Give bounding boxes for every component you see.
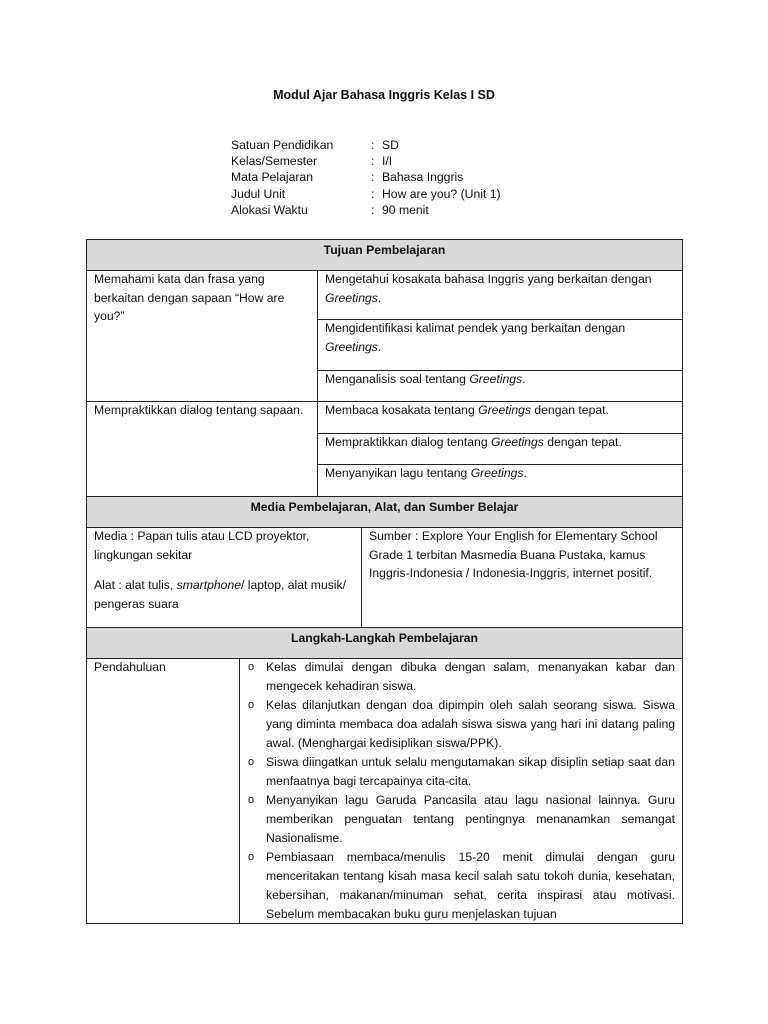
- bullet-icon: o: [248, 661, 255, 673]
- list-item: [247, 848, 675, 924]
- sumber-text: Sumber : Explore Your English for Elementary School Grade 1 terbitan Masmedia Buana Pustaka, kamus Inggris-Indonesia / Indonesia-Inggris, internet positif.: [369, 529, 658, 580]
- item-emphasis: Greetings: [325, 290, 378, 305]
- item-emphasis: Greetings: [490, 435, 544, 449]
- info-value: I/I: [382, 154, 393, 169]
- info-separator: :: [371, 186, 375, 201]
- item-text-end: .: [377, 339, 382, 354]
- step-text: Kelas dimulai dengan dibuka dengan salam, menanyakan kabar dan mengecek kehadiran siswa.: [266, 660, 675, 693]
- media-text: Media : Papan tulis atau LCD proyektor, lingkungan sekitar: [94, 529, 310, 562]
- step-text: Siswa diingatkan untuk selalu mengutamakan sikap disiplin setiap saat dan menfaatnya bagi tercapainya cita-cita.: [266, 755, 675, 788]
- column-divider: [317, 270, 318, 402]
- item-text-end: .: [522, 372, 526, 386]
- info-separator: :: [371, 138, 375, 152]
- info-row: [231, 153, 501, 169]
- info-separator: :: [371, 170, 375, 185]
- info-row: [231, 137, 501, 153]
- item-text: Menyanyikan lagu tentang: [325, 466, 471, 480]
- info-separator: :: [371, 202, 375, 217]
- module-info: [231, 137, 501, 218]
- item-text: Mengidentifikasi kalimat pendek yang berkaitan dengan: [325, 321, 626, 335]
- bullet-icon: o: [248, 794, 255, 806]
- alat-emphasis: smartphone: [176, 578, 241, 592]
- media-header: Media Pembelajaran, Alat, dan Sumber Belajar: [86, 496, 683, 528]
- bullet-icon: o: [248, 756, 255, 768]
- bullet-icon: o: [248, 699, 255, 711]
- info-value: Bahasa Inggris: [382, 170, 464, 185]
- step-text: Pembiasaan membaca/menulis 15-20 menit dimulai dengan guru menceritakan tentang kisah masa kecil salah satu tokoh dunia, kesehatan, kebersihan, makanan/minuman sehat, cerita inspirasi atau motivasi. Sebelum membacakan buku guru menjelaskan tujuan: [266, 850, 675, 921]
- info-value: 90 menit: [382, 202, 429, 217]
- tujuan-objective-2: Mempraktikkan dialog tentang sapaan.: [94, 403, 304, 417]
- tujuan-header: Tujuan Pembelajaran: [86, 239, 683, 271]
- item-text-end: .: [523, 466, 527, 480]
- info-label: Kelas/Semester: [231, 154, 318, 169]
- info-separator: :: [371, 154, 375, 169]
- info-row: [231, 202, 501, 218]
- item-emphasis: Greetings: [470, 466, 524, 480]
- item-text-end: .: [377, 290, 382, 305]
- item-text-end: dengan tepat.: [543, 435, 622, 449]
- step-text: Kelas dilanjutkan dengan doa dipimpin oleh salah seorang siswa. Siswa yang diminta membaca doa adalah siswa siswa yang hari ini datang paling awal. (Menghargai kedisiplikan siswa/PPK).: [266, 698, 675, 750]
- alat-pre: Alat : alat tulis,: [94, 578, 177, 592]
- tujuan-item: [325, 370, 677, 389]
- item-text: Mengetahui kosakata bahasa Inggris yang berkaitan dengan: [325, 272, 652, 286]
- info-value: SD: [382, 138, 399, 152]
- info-label: Mata Pelajaran: [231, 170, 313, 185]
- bullet-icon: o: [248, 851, 255, 863]
- list-item: [247, 791, 675, 848]
- phase-label: Pendahuluan: [94, 660, 166, 674]
- tujuan-objective-1: Memahami kata dan frasa yang berkaitan dengan sapaan “How are you?”: [94, 272, 285, 323]
- column-divider: [239, 658, 240, 924]
- info-label: Alokasi Waktu: [231, 202, 308, 217]
- item-text: Mempraktikkan dialog tentang: [325, 435, 491, 449]
- tujuan-item: [325, 433, 677, 452]
- item-text: Membaca kosakata tentang: [325, 403, 479, 417]
- info-row: [231, 186, 501, 202]
- tujuan-item: [325, 401, 677, 420]
- list-item: [247, 696, 675, 753]
- column-divider: [317, 401, 318, 497]
- alat-post: / laptop, alat musik/ pengeras suara: [94, 578, 346, 611]
- list-item: [247, 658, 675, 696]
- info-label: Satuan Pendidikan: [231, 138, 334, 152]
- item-emphasis: Greetings: [469, 372, 523, 386]
- info-row: [231, 169, 501, 185]
- langkah-header: Langkah-Langkah Pembelajaran: [86, 627, 683, 659]
- list-item: [247, 753, 675, 791]
- tujuan-item: [325, 270, 677, 307]
- info-label: Judul Unit: [231, 186, 286, 201]
- alat-text: [94, 576, 356, 613]
- item-emphasis: Greetings: [325, 339, 378, 354]
- item-emphasis: Greetings: [478, 403, 531, 417]
- tujuan-item: [325, 319, 677, 356]
- column-divider: [361, 527, 362, 628]
- item-text-end: dengan tepat.: [530, 403, 609, 417]
- document-title: Modul Ajar Bahasa Inggris Kelas I SD: [273, 88, 495, 102]
- step-text: Menyanyikan lagu Garuda Pancasila atau lagu nasional lainnya. Guru memberikan penguatan tentang pentingnya menanamkan semangat Nasionalisme.: [266, 793, 675, 845]
- step-list: [247, 658, 675, 924]
- item-text: Menganalisis soal tentang: [325, 372, 470, 386]
- info-value: How are you? (Unit 1): [382, 186, 501, 201]
- tujuan-item: [325, 464, 677, 483]
